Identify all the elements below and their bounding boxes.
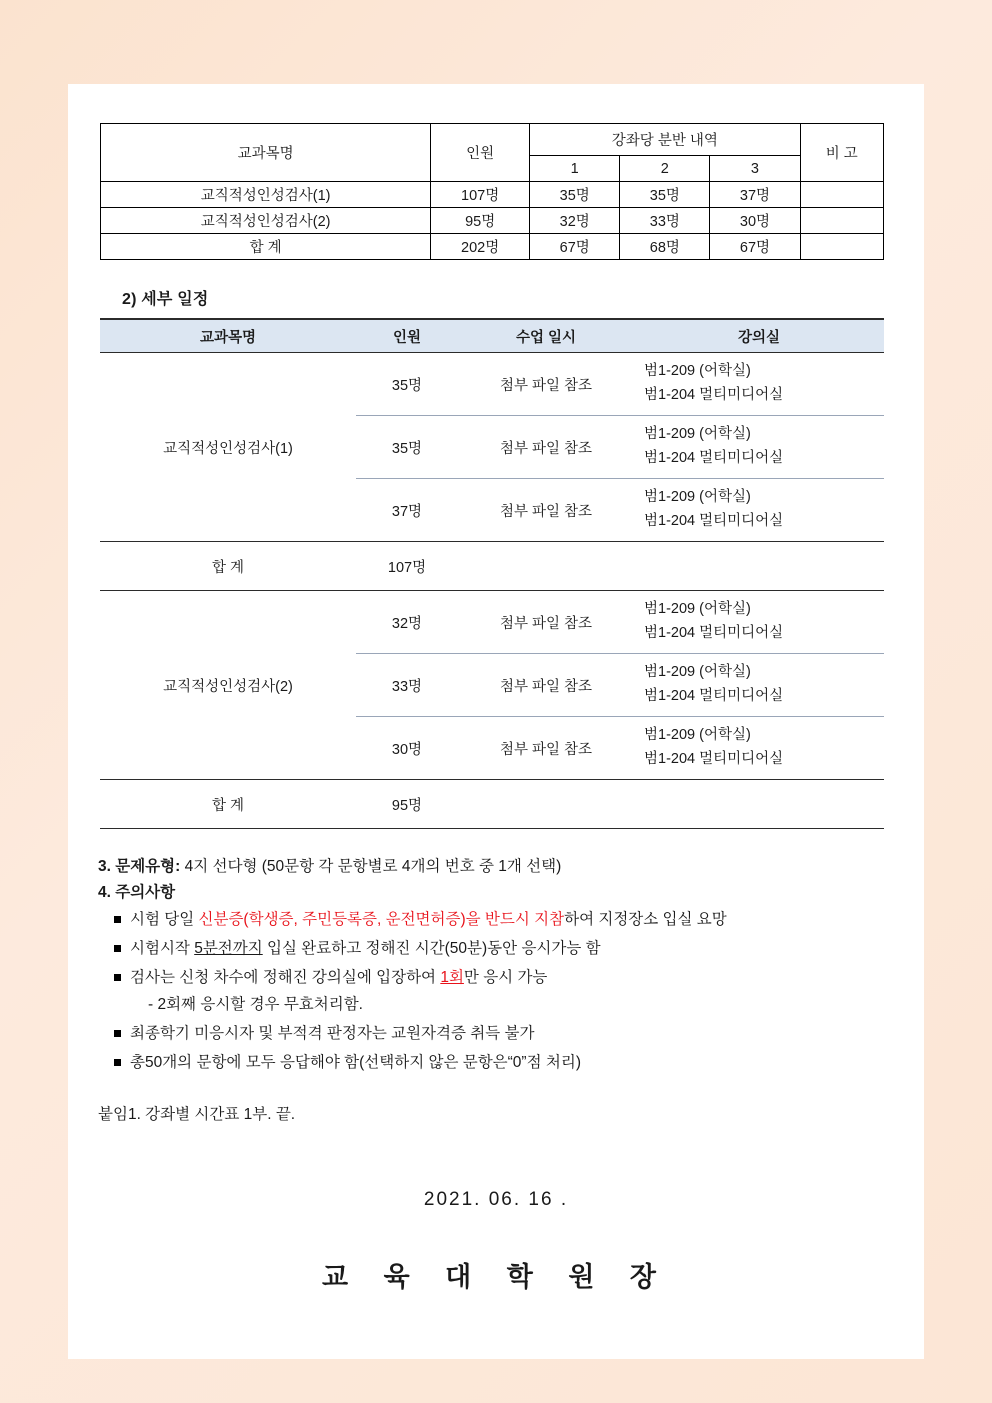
cell-count: 32명 <box>356 591 458 654</box>
cell-group-2: 68명 <box>620 234 710 260</box>
room-line-1: 범1-209 (어학실) <box>644 601 751 618</box>
cell-note <box>800 208 883 234</box>
document-signer: 교 육 대 학 원 장 <box>322 1262 670 1293</box>
header-subject: 교과목명 <box>100 319 356 353</box>
cell-total-room <box>634 542 884 591</box>
item-3-line <box>98 855 896 879</box>
bullet-3-redunder: 1회 <box>440 969 464 987</box>
cell-subject: 교직적성인성검사(1) <box>100 353 356 542</box>
header-group-2: 2 <box>620 156 710 182</box>
cell-group-2: 33명 <box>620 208 710 234</box>
cell-count: 107명 <box>431 182 530 208</box>
header-room: 강의실 <box>634 319 884 353</box>
list-item <box>130 1022 896 1046</box>
bullet-2-part2: 입실 완료하고 정해진 시간(50분)동안 응시가능 함 <box>262 940 601 958</box>
bullet-2-part1: 시험시작 <box>130 940 195 958</box>
cell-count: 202명 <box>431 234 530 260</box>
table-total-row <box>100 542 884 591</box>
bullet-3-part2: 만 응시 가능 <box>463 969 548 987</box>
cell-when: 첨부 파일 참조 <box>458 479 634 542</box>
cell-subject: 교직적성인성검사(1) <box>101 182 431 208</box>
bullet-3-subnote: - 2회째 응시할 경우 무효처리함. <box>148 996 363 1014</box>
header-note: 비 고 <box>800 124 883 182</box>
cell-group-1: 35명 <box>530 182 620 208</box>
cell-total-count: 107명 <box>356 542 458 591</box>
cell-note <box>800 182 883 208</box>
room-line-1: 범1-209 (어학실) <box>644 363 751 380</box>
cell-count: 35명 <box>356 353 458 416</box>
room-line-1: 범1-209 (어학실) <box>644 426 751 443</box>
cell-total-room <box>634 780 884 829</box>
attachment-line: 붙임1. 강좌별 시간표 1부. 끝. <box>98 1106 296 1124</box>
cell-group-1: 67명 <box>530 234 620 260</box>
cell-room <box>634 416 884 479</box>
detail-schedule-table <box>100 318 884 829</box>
item-3-text: 4지 선다형 (50문항 각 문항별로 4개의 번호 중 1개 선택) <box>180 858 562 875</box>
cell-when: 첨부 파일 참조 <box>458 591 634 654</box>
cell-room <box>634 479 884 542</box>
cell-count: 30명 <box>356 717 458 780</box>
list-item <box>130 966 896 1017</box>
cell-count: 37명 <box>356 479 458 542</box>
bullet-1-part2: 하여 지정장소 입실 요망 <box>564 911 727 929</box>
document-page <box>68 84 924 1359</box>
cell-subject: 합 계 <box>101 234 431 260</box>
table-row <box>101 182 884 208</box>
table-header-row <box>100 319 884 353</box>
list-item <box>130 937 896 961</box>
document-date: 2021. 06. 16 . <box>423 1189 569 1211</box>
room-line-2: 범1-204 멀티미디어실 <box>644 751 784 767</box>
cell-count: 33명 <box>356 654 458 717</box>
cell-subject: 교직적성인성검사(2) <box>101 208 431 234</box>
cell-group-3: 37명 <box>710 182 800 208</box>
section-2-heading: 2) 세부 일정 <box>122 291 209 308</box>
room-line-2: 범1-204 멀티미디어실 <box>644 387 784 403</box>
cell-total-count: 95명 <box>356 780 458 829</box>
cell-when: 첨부 파일 참조 <box>458 654 634 717</box>
header-when: 수업 일시 <box>458 319 634 353</box>
list-item <box>130 908 896 932</box>
summary-table <box>100 123 884 260</box>
cell-group-1: 32명 <box>530 208 620 234</box>
bullet-4-text: 최종학기 미응시자 및 부적격 판정자는 교원자격증 취득 불가 <box>130 1025 535 1043</box>
room-line-2: 범1-204 멀티미디어실 <box>644 688 784 704</box>
cell-count: 95명 <box>431 208 530 234</box>
cell-total-when <box>458 542 634 591</box>
cell-total-when <box>458 780 634 829</box>
list-item <box>130 1051 896 1075</box>
table-row <box>100 591 884 654</box>
room-line-1: 범1-209 (어학실) <box>644 489 751 506</box>
room-line-1: 범1-209 (어학실) <box>644 727 751 744</box>
item-3-label: 3. 문제유형: <box>98 858 181 875</box>
cell-room <box>634 654 884 717</box>
cell-count: 35명 <box>356 416 458 479</box>
cell-note <box>800 234 883 260</box>
room-line-2: 범1-204 멀티미디어실 <box>644 513 784 529</box>
cell-when: 첨부 파일 참조 <box>458 353 634 416</box>
cell-total-label: 합 계 <box>100 542 356 591</box>
bullet-5-text: 총50개의 문항에 모두 응답해야 함(선택하지 않은 문항은“0”점 처리) <box>130 1054 581 1072</box>
header-subject: 교과목명 <box>101 124 431 182</box>
cell-when: 첨부 파일 참조 <box>458 416 634 479</box>
cell-room <box>634 717 884 780</box>
cell-when: 첨부 파일 참조 <box>458 717 634 780</box>
cautions-list <box>98 908 896 1075</box>
table-total-row <box>100 780 884 829</box>
room-line-1: 범1-209 (어학실) <box>644 664 751 681</box>
item-4-label: 4. 주의사항 <box>98 884 176 902</box>
table-row <box>100 353 884 416</box>
notes-section <box>96 855 896 1127</box>
bullet-1-red: 신분증(학생증, 주민등록증, 운전면허증)을 반드시 지참 <box>198 911 565 929</box>
cell-room <box>634 591 884 654</box>
cell-total-label: 합 계 <box>100 780 356 829</box>
header-group-1: 1 <box>530 156 620 182</box>
cell-group-3: 67명 <box>710 234 800 260</box>
bullet-3-part1: 검사는 신청 차수에 정해진 강의실에 입장하여 <box>130 969 441 987</box>
header-group: 강좌당 분반 내역 <box>530 124 800 156</box>
cell-group-3: 30명 <box>710 208 800 234</box>
table-row <box>101 208 884 234</box>
room-line-2: 범1-204 멀티미디어실 <box>644 625 784 641</box>
room-line-2: 범1-204 멀티미디어실 <box>644 450 784 466</box>
cell-subject: 교직적성인성검사(2) <box>100 591 356 780</box>
cell-group-2: 35명 <box>620 182 710 208</box>
header-count: 인원 <box>356 319 458 353</box>
table-total-row <box>101 234 884 260</box>
header-count: 인원 <box>431 124 530 182</box>
bullet-2-underline: 5분전까지 <box>194 940 263 958</box>
bullet-1-part1: 시험 당일 <box>130 911 199 929</box>
header-group-3: 3 <box>710 156 800 182</box>
table-header-row <box>101 124 884 156</box>
cell-room <box>634 353 884 416</box>
